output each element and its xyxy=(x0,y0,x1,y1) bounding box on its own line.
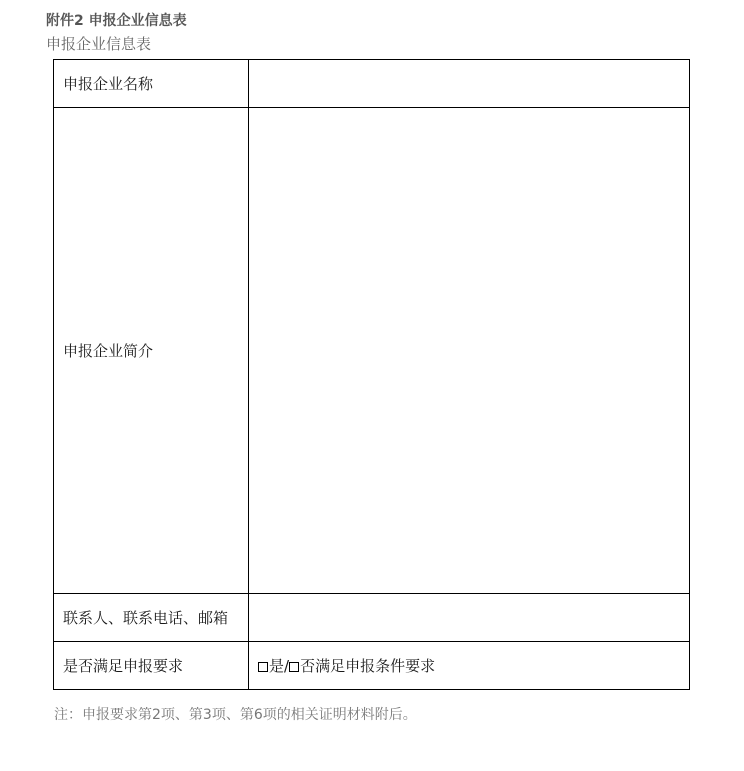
contact-info-value[interactable] xyxy=(249,594,690,642)
meets-requirements-label: 是否满足申报要求 xyxy=(54,642,249,690)
table-row-enterprise-name xyxy=(54,60,690,108)
yes-checkbox-icon[interactable] xyxy=(258,662,268,672)
form-title: 申报企业信息表 xyxy=(46,35,152,53)
enterprise-intro-value[interactable] xyxy=(249,108,690,594)
contact-info-label: 联系人、联系电话、邮箱 xyxy=(54,594,249,642)
enterprise-name-value[interactable] xyxy=(249,60,690,108)
table-row-meets-requirements xyxy=(54,642,690,690)
meets-requirements-value xyxy=(249,642,690,690)
no-option-label: 否满足申报条件要求 xyxy=(300,656,436,675)
enterprise-name-label: 申报企业名称 xyxy=(54,60,249,108)
table-row-enterprise-intro xyxy=(54,108,690,594)
table-row-contact-info xyxy=(54,594,690,642)
enterprise-info-table xyxy=(53,59,690,690)
footnote: 注：申报要求第2项、第3项、第6项的相关证明材料附后。 xyxy=(54,707,417,723)
yes-option-label: 是 xyxy=(269,656,285,675)
enterprise-intro-label: 申报企业简介 xyxy=(54,108,249,594)
no-checkbox-icon[interactable] xyxy=(289,662,299,672)
attachment-title: 附件2 申报企业信息表 xyxy=(46,13,187,29)
option-separator: / xyxy=(284,656,290,675)
